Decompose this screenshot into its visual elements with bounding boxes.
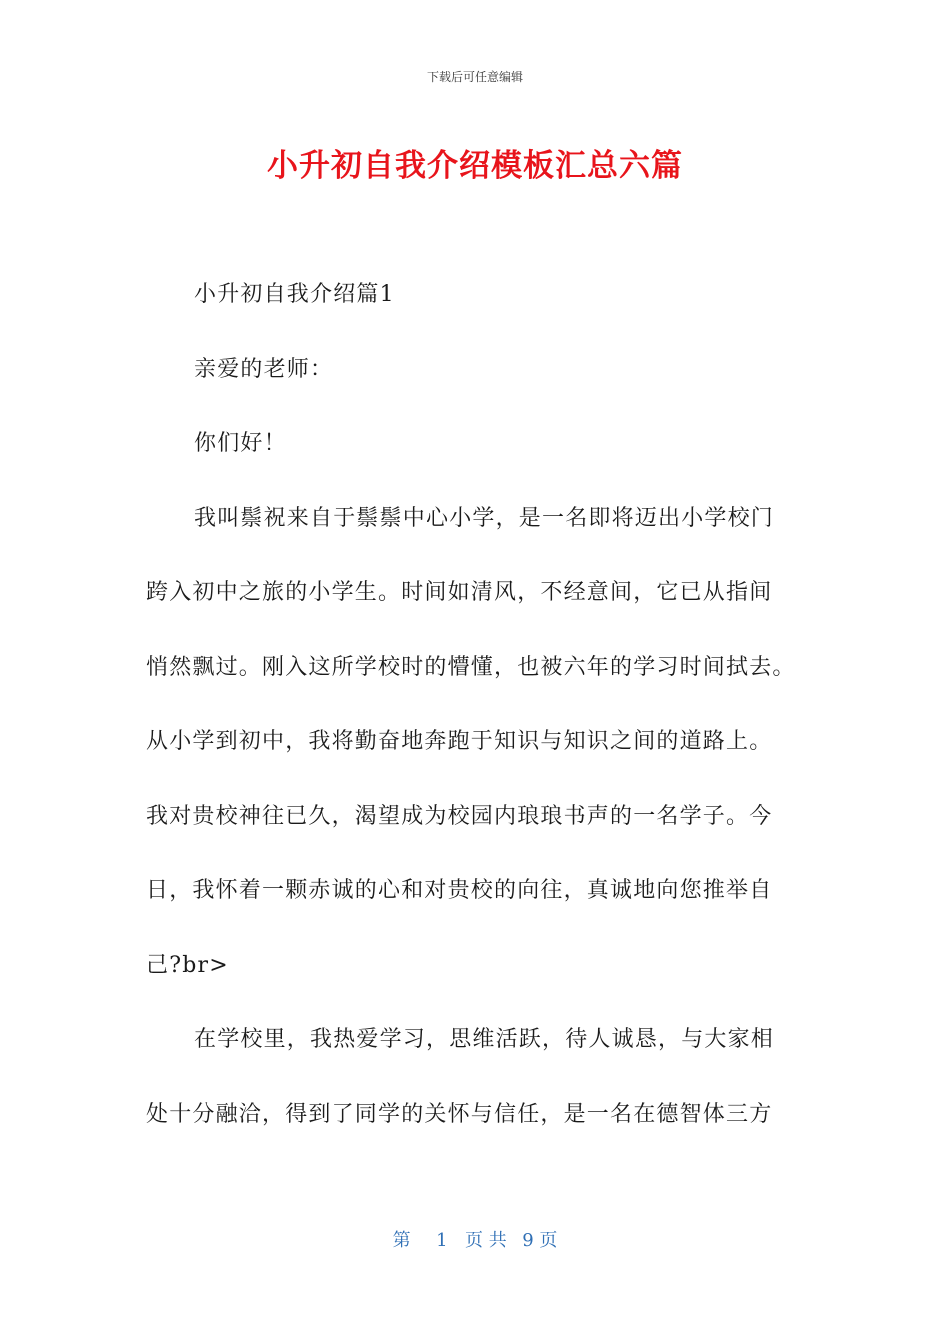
header-note: 下载后可任意编辑 [426,70,523,84]
document-title: 小升初自我介绍模板汇总六篇 [267,148,683,184]
page-footer [0,1226,950,1252]
page-label-prefix: 第 [392,1230,411,1251]
salutation: 亲爱的老师： [194,357,334,382]
body-line: 己?br> [146,953,229,978]
body-line: 我叫鬃祝来自于鬃鬃中心小学，是一名即将迈出小学校门 [194,506,775,531]
body-line: 在学校里，我热爱学习，思维活跃，待人诚恳，与大家相 [194,1027,775,1052]
current-page-number: 1 [436,1230,448,1251]
greeting: 你们好！ [194,431,287,456]
total-pages-number: 9 [522,1230,534,1251]
body-line: 从小学到初中，我将勤奋地奔跑于知识与知识之间的道路上。 [146,729,773,754]
page-label-mid: 页 共 [465,1230,507,1251]
body-line: 处十分融洽，得到了同学的关怀与信任，是一名在德智体三方 [146,1102,773,1127]
body-line: 日，我怀着一颗赤诚的心和对贵校的向往，真诚地向您推举自 [146,878,773,903]
body-line: 跨入初中之旅的小学生。时间如清风，不经意间，它已从指间 [146,580,773,605]
page-label-suffix: 页 [539,1230,558,1251]
section-heading: 小升初自我介绍篇1 [194,282,395,307]
body-line: 我对贵校神往已久，渴望成为校园内琅琅书声的一名学子。今 [146,804,773,829]
body-line: 悄然飘过。刚入这所学校时的懵懂，也被六年的学习时间拭去。 [146,655,796,680]
